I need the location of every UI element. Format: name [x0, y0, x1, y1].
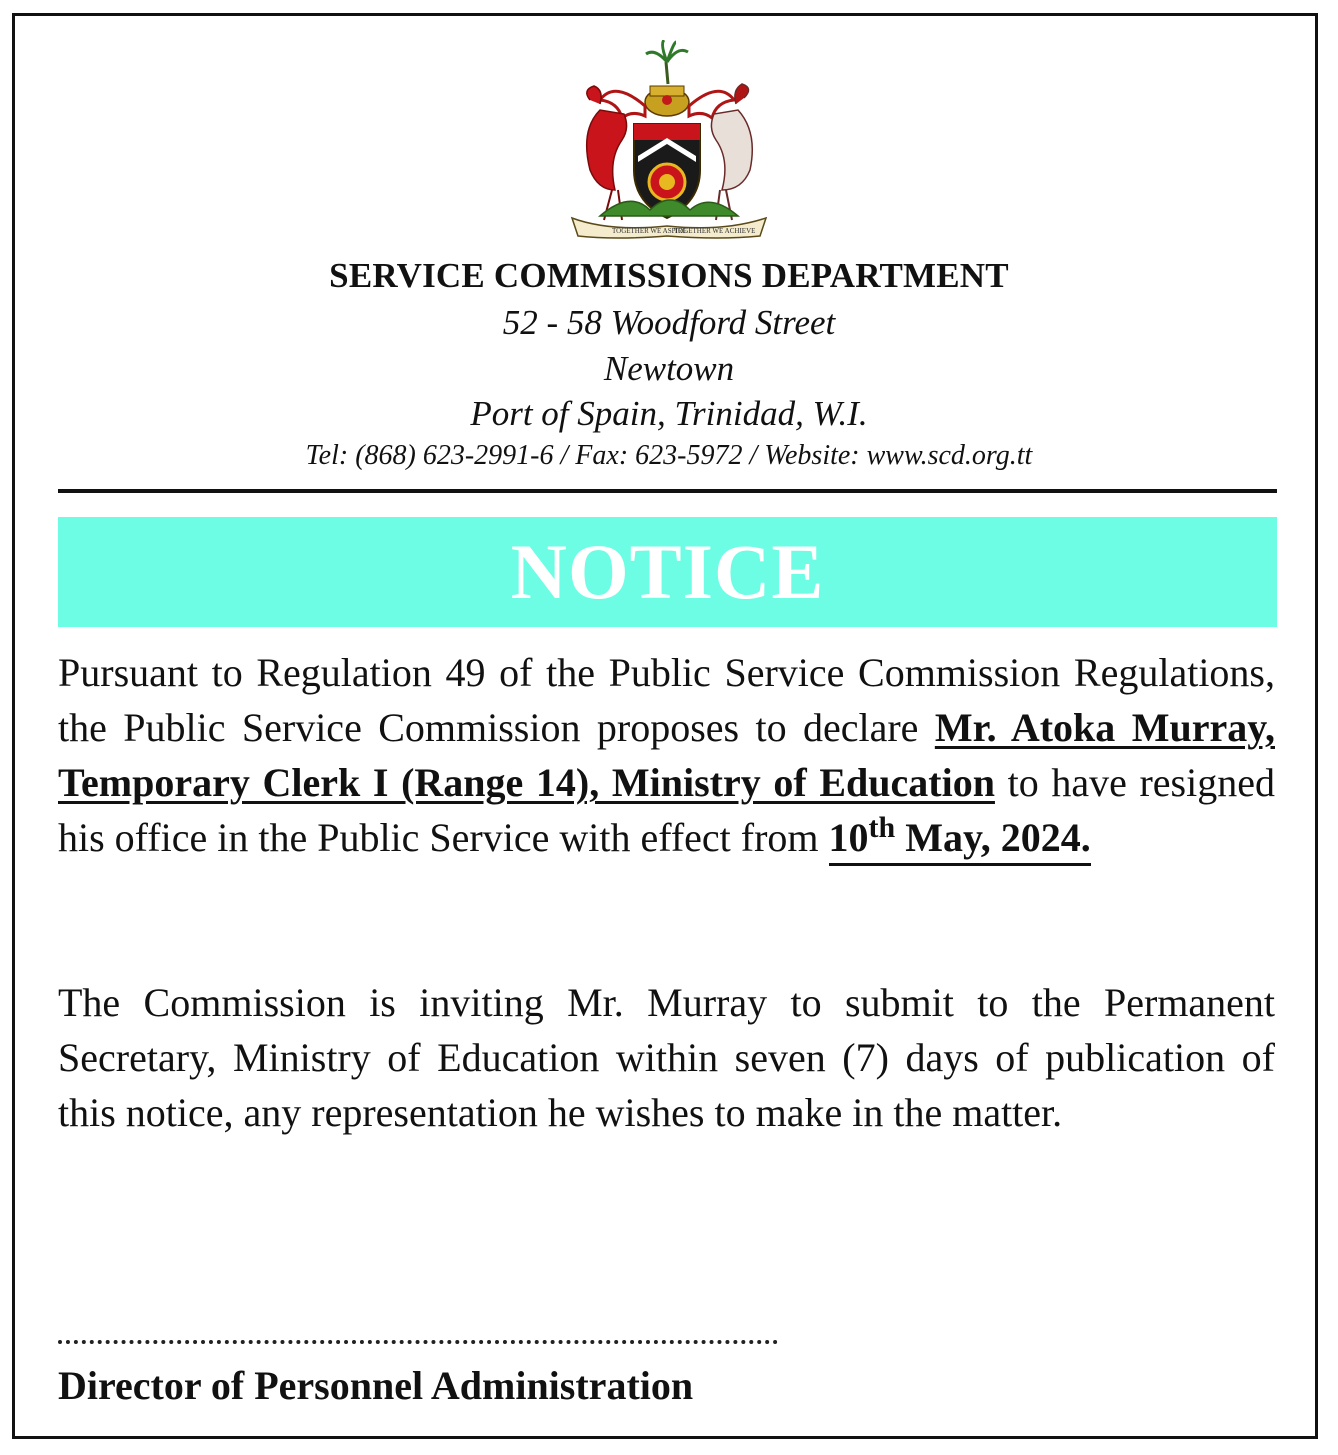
signature-line	[58, 1340, 778, 1344]
paragraph-1-intro: Pursuant to Regulation 49 of the Public Service Commission Regulations, the Public Service Commission proposes to declare	[58, 650, 1275, 750]
paragraph-1-middle: to have resigned his office in the Public Service with effect from	[58, 760, 1275, 860]
notice-banner	[58, 517, 1277, 627]
notice-title: NOTICE	[510, 528, 825, 615]
coat-of-arms-emblem	[560, 40, 778, 240]
effective-date	[828, 811, 1091, 866]
motto-left: TOGETHER WE ASPIRE	[612, 227, 687, 235]
notice-paragraph-2: The Commission is inviting Mr. Murray to submit to the Permanent Secretary, Ministry of Education within seven (7) days of publication of this notice, any representation he wishes to make in the matter.	[58, 980, 1275, 1135]
address-city: Port of Spain, Trinidad, W.I.	[470, 394, 868, 433]
date-suffix: th	[868, 811, 896, 844]
address-street: 52 - 58 Woodford Street	[502, 303, 836, 342]
date-day: 10	[828, 815, 869, 860]
signatory-title: Director of Personnel Administration	[58, 1363, 694, 1408]
notice-paragraph-1	[58, 645, 1275, 866]
contact-line: Tel: (868) 623-2991-6 / Fax: 623-5972 / Website: www.scd.org.tt	[305, 440, 1033, 471]
address-district: Newtown	[603, 349, 735, 388]
motto-right: TOGETHER WE ACHIEVE	[674, 227, 756, 235]
department-name: SERVICE COMMISSIONS DEPARTMENT	[329, 256, 1009, 295]
date-month-year: May, 2024.	[895, 815, 1091, 860]
subject-name: Mr. Atoka Murray, Temporary Clerk I (Range 14), Ministry of Education	[58, 705, 1275, 805]
header-divider	[58, 489, 1277, 493]
